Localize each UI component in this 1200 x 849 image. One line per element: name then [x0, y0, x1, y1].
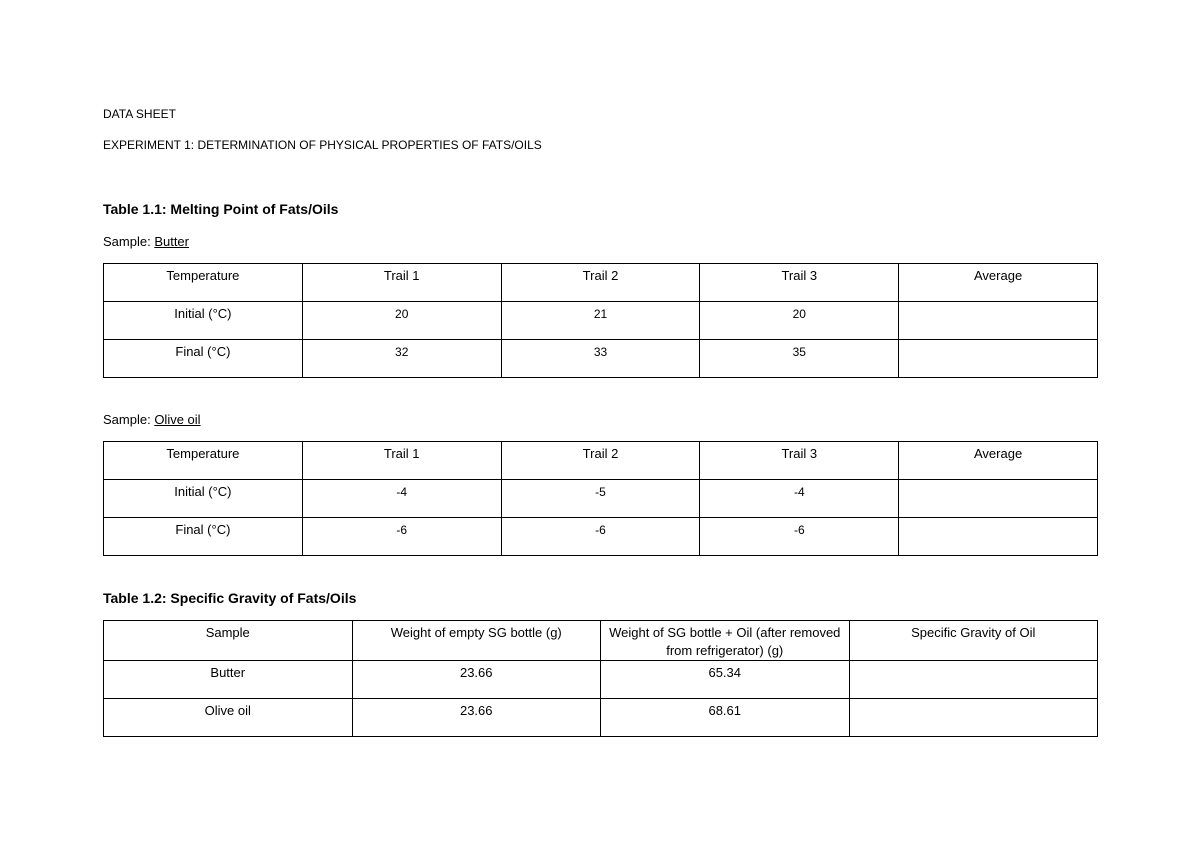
trail-2-value: 33 [501, 340, 700, 378]
trail-1-value: 32 [302, 340, 501, 378]
table-row [104, 480, 1098, 518]
average-value [899, 302, 1098, 340]
table-row [104, 518, 1098, 556]
trail-1-value: -4 [302, 480, 501, 518]
average-value [899, 518, 1098, 556]
trail-1-value: 20 [302, 302, 501, 340]
column-header: Trail 2 [501, 264, 700, 302]
row-label: Final (°C) [104, 340, 303, 378]
column-header: Trail 1 [302, 264, 501, 302]
column-header: Sample [104, 621, 353, 661]
column-header: Weight of empty SG bottle (g) [352, 621, 601, 661]
trail-3-value: 35 [700, 340, 899, 378]
sample-name: Butter [154, 234, 189, 249]
column-header: Average [899, 264, 1098, 302]
trail-3-value: -4 [700, 480, 899, 518]
trail-2-value: -5 [501, 480, 700, 518]
trail-3-value: -6 [700, 518, 899, 556]
table-row [104, 340, 1098, 378]
table-row [104, 302, 1098, 340]
table-header-row [104, 621, 1098, 661]
column-header: Trail 3 [700, 264, 899, 302]
column-header: Trail 1 [302, 442, 501, 480]
data-sheet-title: DATA SHEET [103, 107, 176, 121]
empty-bottle-weight: 23.66 [352, 661, 601, 699]
trail-3-value: 20 [700, 302, 899, 340]
table-2-caption: Table 1.2: Specific Gravity of Fats/Oils [103, 590, 357, 606]
melting-point-table-olive-oil [103, 441, 1098, 556]
trail-2-value: -6 [501, 518, 700, 556]
empty-bottle-weight: 23.66 [352, 699, 601, 737]
table-header-row [104, 264, 1098, 302]
column-header: Trail 2 [501, 442, 700, 480]
specific-gravity-value [849, 661, 1098, 699]
trail-2-value: 21 [501, 302, 700, 340]
column-header: Trail 3 [700, 442, 899, 480]
sample-name: Olive oil [154, 412, 201, 427]
trail-1-value: -6 [302, 518, 501, 556]
column-header: Weight of SG bottle + Oil (after removed from refrigerator) (g) [601, 621, 850, 661]
column-header: Temperature [104, 442, 303, 480]
sample-line-olive-oil [103, 412, 201, 427]
sample-line-butter [103, 234, 189, 249]
row-label: Initial (°C) [104, 302, 303, 340]
sample-label: Sample: [103, 412, 155, 427]
column-header: Temperature [104, 264, 303, 302]
melting-point-table-butter [103, 263, 1098, 378]
specific-gravity-table [103, 620, 1098, 737]
specific-gravity-value [849, 699, 1098, 737]
column-header: Average [899, 442, 1098, 480]
sample-cell: Butter [104, 661, 353, 699]
bottle-oil-weight: 68.61 [601, 699, 850, 737]
average-value [899, 340, 1098, 378]
table-row [104, 661, 1098, 699]
row-label: Initial (°C) [104, 480, 303, 518]
table-row [104, 699, 1098, 737]
row-label: Final (°C) [104, 518, 303, 556]
column-header: Specific Gravity of Oil [849, 621, 1098, 661]
experiment-title: EXPERIMENT 1: DETERMINATION OF PHYSICAL PROPERTIES OF FATS/OILS [103, 138, 542, 152]
table-1-caption: Table 1.1: Melting Point of Fats/Oils [103, 201, 339, 217]
bottle-oil-weight: 65.34 [601, 661, 850, 699]
average-value [899, 480, 1098, 518]
sample-label: Sample: [103, 234, 155, 249]
table-header-row [104, 442, 1098, 480]
sample-cell: Olive oil [104, 699, 353, 737]
